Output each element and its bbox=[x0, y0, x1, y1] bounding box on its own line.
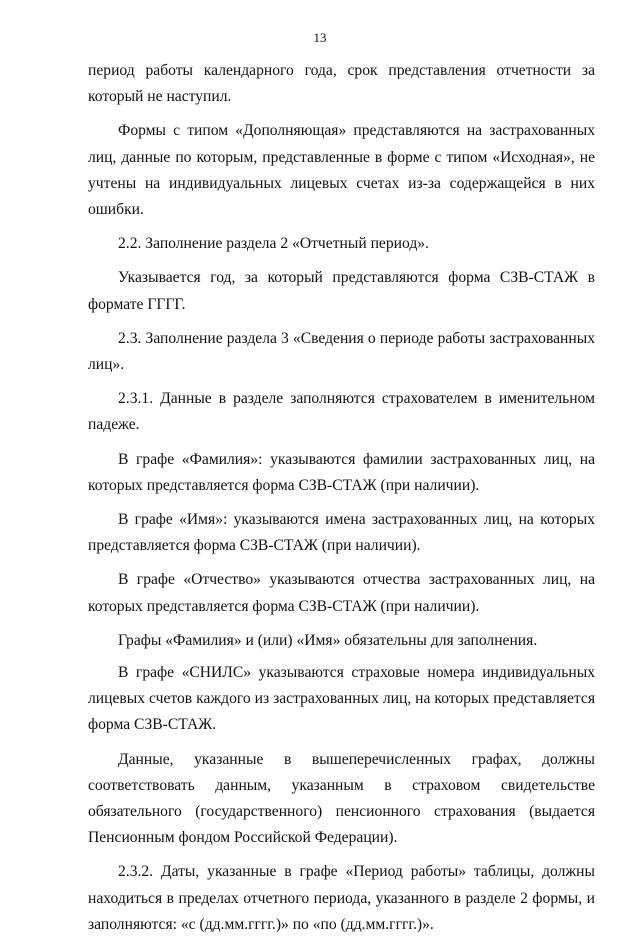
paragraph-surname-column: В графе «Фамилия»: указываются фамилии застрахованных лиц, на которых представляется форма СЗВ-СТАЖ (при наличии). bbox=[88, 450, 595, 494]
paragraph-year-format: Указывается год, за который представляются форма СЗВ-СТАЖ в формате ГГГГ. bbox=[88, 269, 595, 313]
paragraph-reporting-period-continuation: период работы календарного года, срок представления отчетности за который не наступил. bbox=[88, 62, 595, 106]
heading-section-2-3-2: 2.3.2. Даты, указанные в графе «Период работы» таблицы, должны находиться в пределах отчетного периода, указанного в разделе 2 формы, и заполняются: «с (дд.мм.гггг.)» по «по (дд.мм.гггг.)». bbox=[88, 863, 595, 933]
paragraph-name-column: В графе «Имя»: указываются имена застрахованных лиц, на которых представляется форма СЗВ-СТАЖ (при наличии). bbox=[88, 511, 595, 555]
paragraph-supplementary-forms: Формы с типом «Дополняющая» представляются на застрахованных лиц, данные по которым, представленные в форме с типом «Исходная», не учтены на индивидуальных лицевых счетах из-за содержащейся в них ошибки. bbox=[88, 122, 595, 219]
heading-section-2-2: 2.2. Заполнение раздела 2 «Отчетный период». bbox=[118, 235, 429, 253]
heading-section-2-3-1: 2.3.1. Данные в разделе заполняются страхователем в именительном падеже. bbox=[88, 390, 595, 434]
document-body bbox=[88, 58, 595, 946]
paragraph-required-columns: Графы «Фамилия» и (или) «Имя» обязательны для заполнения. bbox=[118, 631, 538, 649]
paragraph-snils-column: В графе «СНИЛС» указываются страховые номера индивидуальных лицевых счетов каждого из застрахованных лиц, на которых представляется форма СЗВ-СТАЖ. bbox=[88, 664, 595, 734]
page-number: 13 bbox=[313, 30, 327, 45]
paragraph-patronymic-column: В графе «Отчество» указываются отчества застрахованных лиц, на которых представляется форма СЗВ-СТАЖ (при наличии). bbox=[88, 571, 595, 615]
heading-section-2-3: 2.3. Заполнение раздела 3 «Сведения о периоде работы застрахованных лиц». bbox=[88, 329, 595, 374]
paragraph-data-consistency: Данные, указанные в вышеперечисленных графах, должны соответствовать данным, указанным в страховом свидетельстве обязательного (государственного) пенсионного страхования (выдается Пенсионным фондом Российской Федерации). bbox=[88, 750, 595, 847]
